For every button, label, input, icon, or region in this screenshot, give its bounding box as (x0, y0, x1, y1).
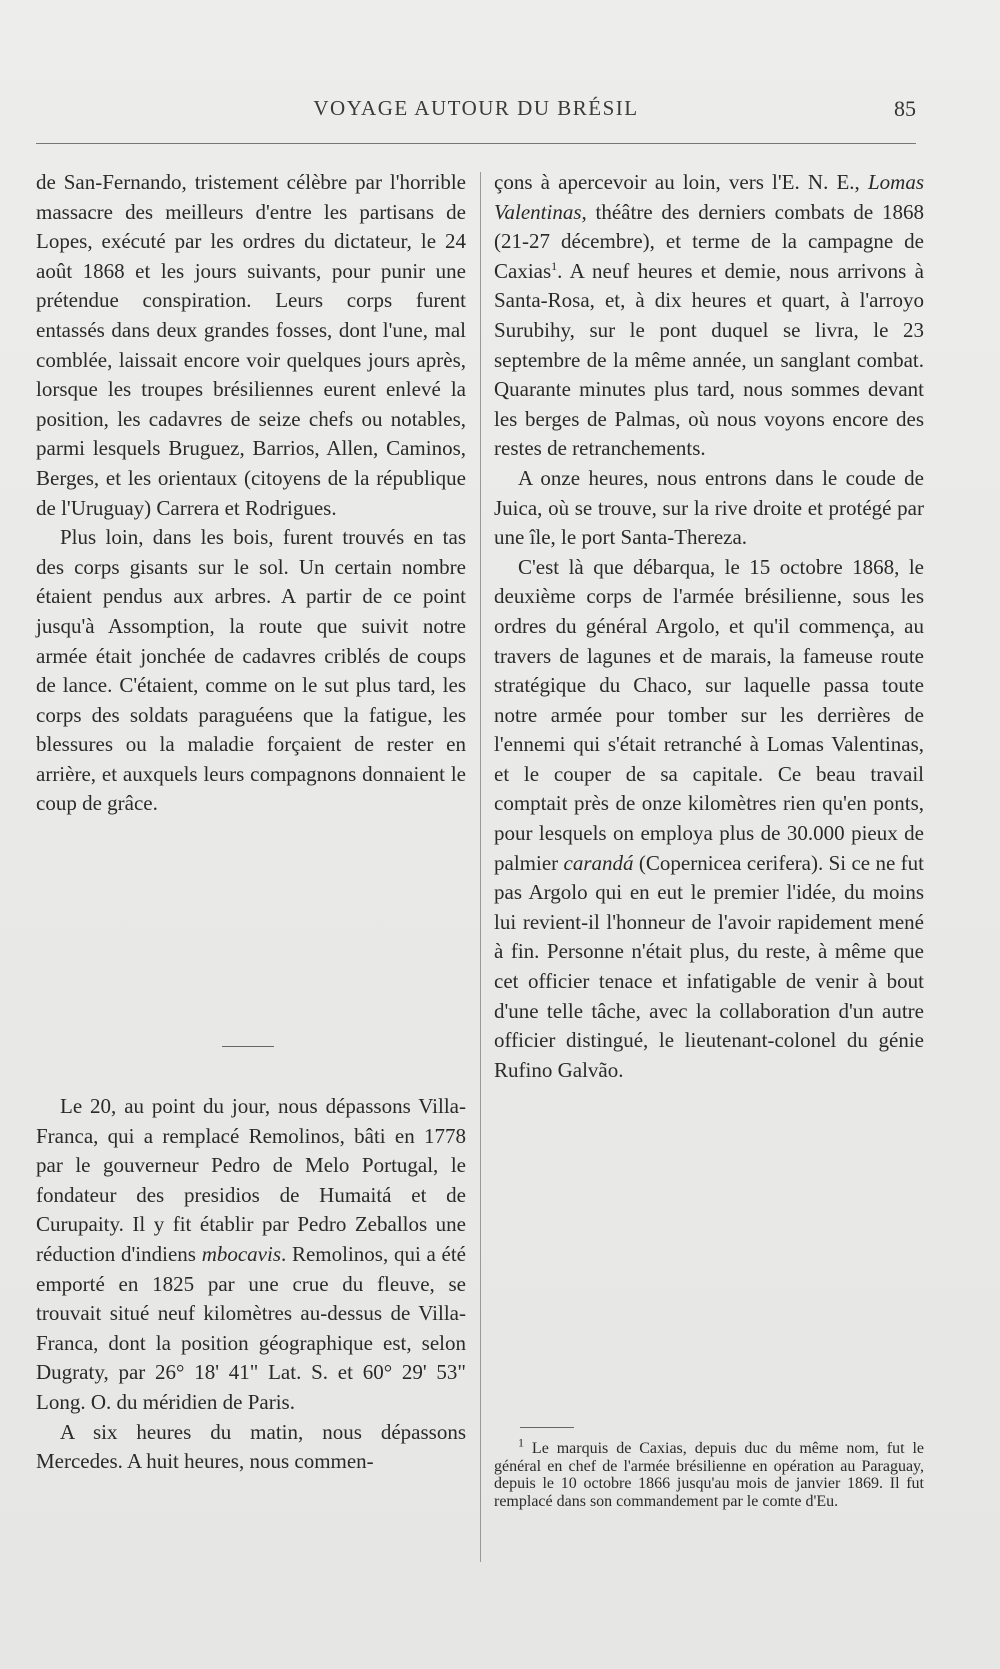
section-break-rule (222, 1046, 274, 1047)
column-divider (480, 172, 481, 1562)
right-column (494, 168, 924, 1085)
footnote-reference: 1 (551, 258, 558, 273)
right-paragraph-1-text-a: çons à apercevoir au loin, vers l'E. N. E., (494, 170, 868, 194)
italic-term-lomas-valentinas: Lomas Valentinas (494, 170, 924, 224)
footnote-marker: 1 (518, 1435, 524, 1450)
right-paragraph-1-text-c: . A neuf heures et demie, nous arrivons à Santa-Rosa, et, à dix heures et quart, à l'arroyo Surubihy, sur le pont duquel se livra, le 23 septembre de la même année, un sanglant combat. Quarante minutes plus tard, nous sommes devant les berges de Palmas, où nous voyons encore des restes de retranchements. (494, 258, 924, 461)
left-paragraph-1: de San-Fernando, tristement célèbre par l'horrible massacre des meilleurs d'entre les partisans de Lopes, exécuté par les ordres du dictateur, le 24 août 1868 et les jours suivants, pour punir une prétendue conspiration. Leurs corps furent entassés dans deux grandes fosses, dont l'une, mal comblée, laissait encore voir quelques jours après, lorsque les troupes brésiliennes eurent enlevé la position, les cadavres de seize chefs ou notables, parmi lesquels Bruguez, Barrios, Allen, Caminos, Berges, et les orientaux (citoyens de la république de l'Uruguay) Carrera et Rodrigues. (36, 170, 466, 520)
running-title: VOYAGE AUTOUR DU BRÉSIL (313, 96, 639, 120)
right-paragraph-1 (494, 168, 924, 464)
right-paragraph-1-text-b: , théâtre des derniers combats de 1868 (21-27 décembre), et terme de la campagne de Caxias (494, 199, 924, 283)
left-paragraph-3 (36, 1092, 466, 1418)
italic-term-caranda: carandá (563, 850, 634, 875)
page-number: 85 (894, 96, 916, 121)
italic-term-mbocavis: mbocavis (201, 1241, 282, 1266)
right-paragraph-2: A onze heures, nous entrons dans le coude de Juica, où se trouve, sur la rive droite et protégé par une île, le port Santa-Thereza. (494, 465, 924, 550)
left-column-lower (36, 1092, 466, 1477)
right-paragraph-3 (494, 553, 924, 1086)
left-column (36, 168, 466, 819)
page-header (36, 96, 916, 130)
left-paragraph-2: Plus loin, dans les bois, furent trouvés en tas des corps gisants sur le sol. Un certain nombre étaient pendus aux arbres. A partir de ce point jusqu'à Assomption, la route que suivit notre armée était jonchée de cadavres criblés de coups de lance. C'étaient, comme on le sut plus tard, les corps des soldats paraguéens que la fatigue, les blessures ou la maladie forçaient de rester en arrière, et auxquels leurs compagnons donnaient le coup de grâce. (36, 525, 466, 816)
footnote (494, 1435, 924, 1510)
footnote-rule (520, 1427, 574, 1428)
footnote-text: Le marquis de Caxias, depuis duc du même nom, fut le général en chef de l'armée brésilienne en opération au Paraguay, depuis le 10 octobre 1866 jusqu'au mois de janvier 1869. Il fut remplacé dans son commandement par le comte d'Eu. (494, 1440, 924, 1510)
left-paragraph-3-text-b: . Remolinos, qui a été emporté en 1825 par une crue du fleuve, se trouvait situé neuf kilomètres au-dessus de Villa-Franca, dont la position géographique est, selon Dugraty, par 26° 18' 41" Lat. S. et 60° 29' 53" Long. O. du méridien de Paris. (36, 1241, 467, 1414)
right-paragraph-3-text-b: (Copernicea cerifera). Si ce ne fut pas Argolo qui en eut le premier l'idée, du moins lui revient-il l'honneur de l'avoir rapidement mené à fin. Personne n'était plus, du reste, à même que cet officier tenace et infatigable de venir à bout d'une telle tâche, avec la collaboration d'un autre officier distingué, le lieutenant-colonel du génie Rufino Galvão. (494, 850, 924, 1082)
header-rule (36, 143, 916, 144)
footnote-paragraph (494, 1435, 924, 1510)
left-paragraph-3-text-a: Le 20, au point du jour, nous dépassons Villa-Franca, qui a remplacé Remolinos, bâti en 1778 par le gouverneur Pedro de Melo Portugal, le fondateur des presidios de Humaitá et de Curupaity. Il y fit établir par Pedro Zeballos une réduction d'indiens (36, 1094, 466, 1266)
left-paragraph-4: A six heures du matin, nous dépassons Mercedes. A huit heures, nous commen- (36, 1419, 466, 1474)
right-paragraph-3-text-a: C'est là que débarqua, le 15 octobre 1868, le deuxième corps de l'armée brésilienne, sous les ordres du général Argolo, et qu'il commença, au travers de lagunes et de marais, la fameuse route stratégique du Chaco, sur laquelle passa toute notre armée pour tomber sur les derrières de l'ennemi qui s'était retranché à Lomas Valentinas, et le couper de sa capitale. Ce beau travail comptait près de onze kilomètres rien qu'en ponts, pour lesquels on employa plus de 30.000 pieux de palmier (494, 554, 924, 875)
